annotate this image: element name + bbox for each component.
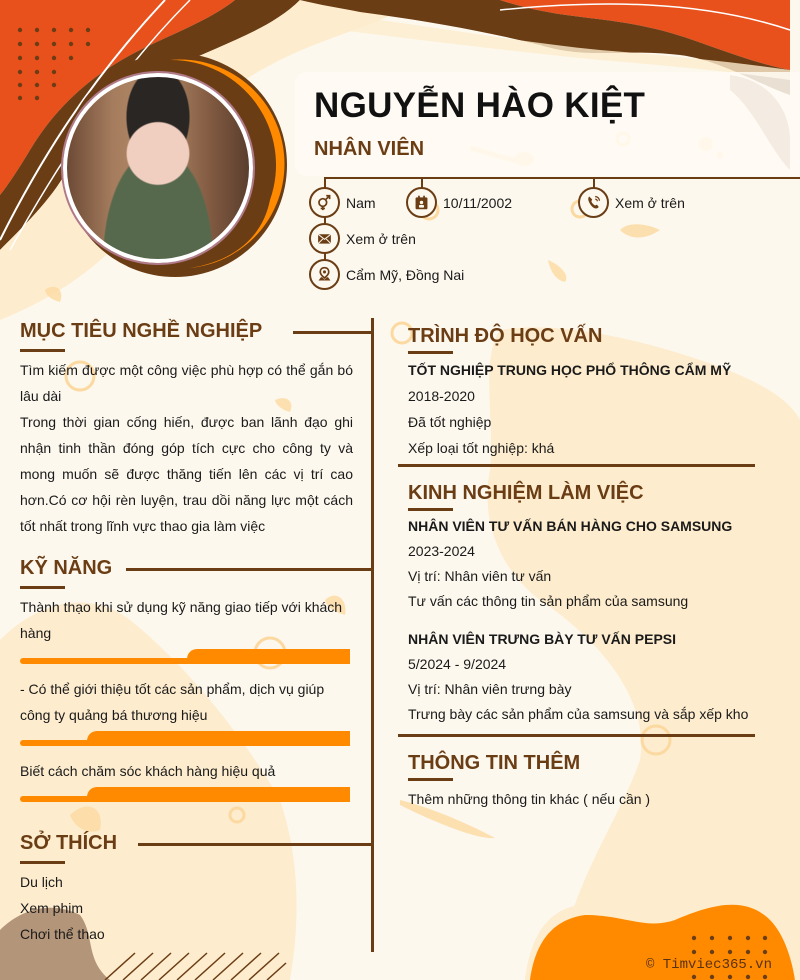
title-underline (20, 861, 65, 864)
skill-bar-fill (87, 787, 350, 802)
title-underline (408, 508, 453, 511)
career-objective-title: MỤC TIÊU NGHỀ NGHIỆP (20, 320, 263, 342)
email-value: Xem ở trên (346, 230, 416, 247)
experience-job (408, 514, 778, 614)
full-name: NGUYỄN HÀO KIỆT (314, 86, 646, 125)
address-value: Cẩm Mỹ, Đồng Nai (346, 266, 465, 283)
skill-level-bar (20, 731, 350, 746)
education-title: TRÌNH ĐỘ HỌC VẤN (408, 325, 603, 347)
gender-info (309, 187, 376, 218)
education-period: 2018-2020 (408, 388, 475, 404)
hobby-item: Du lịch (20, 874, 63, 890)
info-connector-line (324, 177, 800, 179)
job-position: Vị trí: Nhân viên trưng bày (408, 681, 572, 697)
profile-photo (63, 73, 253, 263)
hobbies-list (20, 869, 105, 947)
education-status: Đã tốt nghiệp (408, 414, 492, 430)
education-school: TỐT NGHIỆP TRUNG HỌC PHỔ THÔNG CẨM MỸ (408, 362, 732, 378)
experience-title: KINH NGHIỆM LÀM VIỆC (408, 482, 644, 504)
additional-info-text: Thêm những thông tin khác ( nếu cần ) (408, 791, 651, 807)
job-title: NHÂN VIÊN TRƯNG BÀY TƯ VẤN PEPSI (408, 631, 677, 647)
birthday-info (406, 187, 512, 218)
education-entry (408, 357, 768, 461)
additional-info-title: THÔNG TIN THÊM (408, 752, 581, 774)
title-underline (408, 351, 453, 354)
skill-name: Thành thạo khi sử dụng kỹ năng giao tiếp với khách hàng (20, 599, 343, 641)
hobby-item: Xem phim (20, 900, 84, 916)
experience-job (408, 627, 778, 727)
title-underline (408, 778, 453, 781)
skill-name: Biết cách chăm sóc khách hàng hiệu quả (20, 763, 276, 779)
job-description: Tư vấn các thông tin sản phẩm của samsung (408, 593, 689, 609)
section-divider (398, 734, 755, 737)
profile-photo-frame (55, 65, 260, 270)
title-connector-line (126, 568, 373, 571)
phone-icon (578, 187, 609, 218)
job-description: Trưng bày các sản phẩm của samsung và sắp xếp kho (408, 706, 749, 722)
calendar-icon (406, 187, 437, 218)
skills-title: KỸ NĂNG (20, 557, 113, 579)
job-title: NHÂN VIÊN (314, 138, 425, 160)
location-icon (309, 259, 340, 290)
skill-name: - Có thể giới thiệu tốt các sản phẩm, dịch vụ giúp công ty quảng bá thương hiệu (20, 681, 325, 723)
section-divider (398, 464, 755, 467)
birthday-value: 10/11/2002 (443, 194, 513, 211)
education-grade: Xếp loại tốt nghiệp: khá (408, 440, 555, 456)
phone-value: Xem ở trên (615, 194, 685, 211)
email-info (309, 223, 416, 254)
skill-level-bar (20, 649, 350, 664)
job-period: 2023-2024 (408, 543, 475, 559)
phone-info (578, 187, 685, 218)
gender-icon (309, 187, 340, 218)
job-period: 5/2024 - 9/2024 (408, 656, 507, 672)
address-info (309, 259, 464, 290)
title-connector-line (293, 331, 373, 334)
career-objective-text (20, 357, 353, 539)
objective-line: Tìm kiếm được một công việc phù hợp có thể gắn bó lâu dài (20, 362, 353, 404)
objective-line: Trong thời gian cống hiến, được ban lãnh đạo ghi nhận tinh thần đóng góp tích cực cho công ty và mong muốn sẽ được thăng tiến lên các vị trí cao hơn.Có cơ hội rèn luyện, trau dồi năng lực một cách tốt nhất trong lĩnh vực thao gia làm việc (20, 414, 353, 534)
gender-value: Nam (346, 194, 376, 211)
job-position: Vị trí: Nhân viên tư vấn (408, 568, 552, 584)
hobbies-title: SỞ THÍCH (20, 832, 118, 854)
job-title: NHÂN VIÊN TƯ VẤN BÁN HÀNG CHO SAMSUNG (408, 518, 733, 534)
hobby-item: Chơi thể thao (20, 926, 105, 942)
skill-bar-fill (87, 731, 350, 746)
watermark: © Timviec365.vn (645, 957, 772, 973)
title-underline (20, 349, 65, 352)
skill-level-bar (20, 787, 350, 802)
mail-icon (309, 223, 340, 254)
title-underline (20, 586, 65, 589)
title-connector-line (138, 843, 373, 846)
skill-bar-fill (187, 649, 350, 664)
column-divider (371, 318, 374, 952)
